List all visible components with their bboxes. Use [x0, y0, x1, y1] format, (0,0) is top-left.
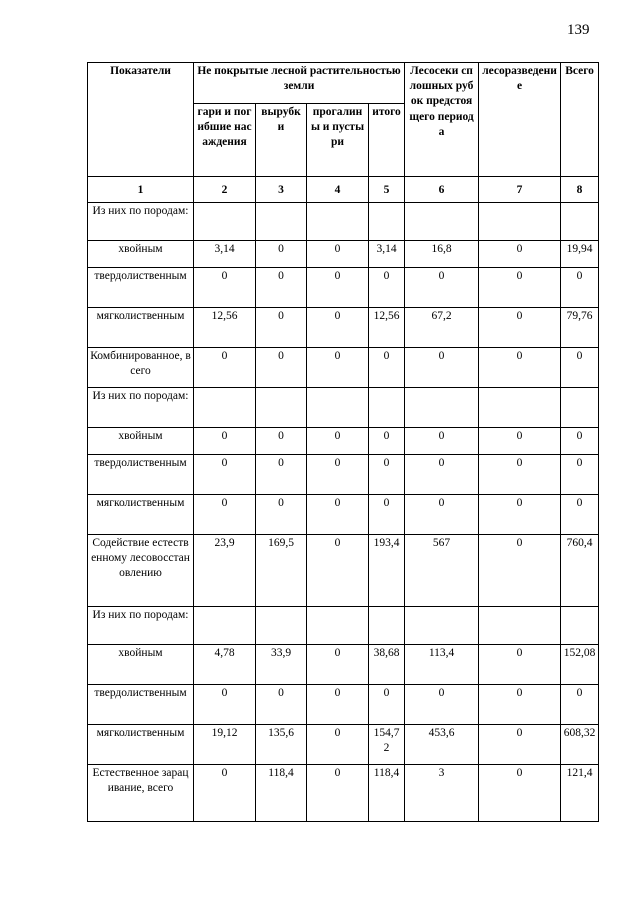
- table-cell: 0: [194, 455, 256, 495]
- table-cell: 0: [307, 725, 369, 765]
- table-cell: 0: [194, 268, 256, 308]
- table-cell: [369, 203, 405, 241]
- table-cell: [405, 388, 479, 428]
- table-cell: [256, 388, 307, 428]
- table-cell: 0: [479, 535, 561, 607]
- column-number: 6: [405, 177, 479, 203]
- table-cell: 152,08: [561, 645, 599, 685]
- table-cell: 0: [307, 765, 369, 822]
- header-indicators: Показатели: [88, 63, 194, 177]
- row-label: Содействие естественному лесовосстановлению: [88, 535, 194, 607]
- table-cell: 0: [405, 685, 479, 725]
- table-cell: 0: [194, 348, 256, 388]
- row-label: мягколиственным: [88, 725, 194, 765]
- table-cell: 0: [194, 765, 256, 822]
- table-row: [88, 607, 599, 645]
- table-cell: 0: [479, 685, 561, 725]
- header-clear-cut-areas: Лесосеки сплошных рубок предстоящего периода: [405, 63, 479, 177]
- table-cell: 0: [561, 495, 599, 535]
- table-cell: 16,8: [405, 241, 479, 268]
- table-cell: 23,9: [194, 535, 256, 607]
- table-cell: 0: [369, 455, 405, 495]
- column-number: 4: [307, 177, 369, 203]
- table-cell: 0: [256, 455, 307, 495]
- table-cell: [405, 203, 479, 241]
- table-row: [88, 645, 599, 685]
- table-cell: 169,5: [256, 535, 307, 607]
- page-number: 139: [567, 22, 590, 38]
- table-cell: 0: [307, 455, 369, 495]
- row-label: твердолиственным: [88, 685, 194, 725]
- table-cell: 3: [405, 765, 479, 822]
- table-cell: 113,4: [405, 645, 479, 685]
- table-cell: 118,4: [256, 765, 307, 822]
- table-cell: 0: [369, 428, 405, 455]
- header-row-main: [88, 63, 599, 104]
- table-row: [88, 241, 599, 268]
- table-cell: 67,2: [405, 308, 479, 348]
- table-cell: 0: [256, 685, 307, 725]
- table-cell: 0: [479, 495, 561, 535]
- table-cell: [561, 388, 599, 428]
- table-cell: 3,14: [194, 241, 256, 268]
- table-cell: 0: [256, 495, 307, 535]
- table-cell: 0: [307, 241, 369, 268]
- table-cell: 33,9: [256, 645, 307, 685]
- table-cell: 79,76: [561, 308, 599, 348]
- table-row: [88, 268, 599, 308]
- table-cell: 0: [405, 455, 479, 495]
- table-cell: 567: [405, 535, 479, 607]
- table-cell: 0: [307, 645, 369, 685]
- table-cell: 0: [307, 685, 369, 725]
- table-cell: 38,68: [369, 645, 405, 685]
- table-row: [88, 348, 599, 388]
- table-row: [88, 495, 599, 535]
- row-label: хвойным: [88, 645, 194, 685]
- table-cell: 0: [479, 645, 561, 685]
- row-label: Из них по породам:: [88, 388, 194, 428]
- table-cell: 3,14: [369, 241, 405, 268]
- table-cell: [405, 607, 479, 645]
- table-cell: 0: [256, 241, 307, 268]
- row-label: твердолиственным: [88, 455, 194, 495]
- table-cell: 0: [561, 268, 599, 308]
- table-cell: [307, 203, 369, 241]
- table-cell: [561, 203, 599, 241]
- table-cell: 4,78: [194, 645, 256, 685]
- row-label: хвойным: [88, 428, 194, 455]
- table-cell: 0: [307, 495, 369, 535]
- table-cell: 0: [369, 495, 405, 535]
- table-cell: 0: [369, 348, 405, 388]
- table-row: [88, 725, 599, 765]
- table-row: [88, 455, 599, 495]
- table-cell: [256, 607, 307, 645]
- row-label: Естественное зарацивание, всего: [88, 765, 194, 822]
- table-cell: 0: [405, 348, 479, 388]
- table-cell: [479, 607, 561, 645]
- table-cell: 0: [479, 428, 561, 455]
- table-row: [88, 765, 599, 822]
- table-cell: 0: [307, 348, 369, 388]
- table-row: [88, 388, 599, 428]
- table-cell: [369, 607, 405, 645]
- table-cell: 0: [479, 308, 561, 348]
- table-cell: 0: [256, 348, 307, 388]
- row-label: твердолиственным: [88, 268, 194, 308]
- table-cell: 19,12: [194, 725, 256, 765]
- header-total: Всего: [561, 63, 599, 177]
- row-label: Из них по породам:: [88, 607, 194, 645]
- table-cell: 12,56: [369, 308, 405, 348]
- header-clearings: вырубки: [256, 104, 307, 177]
- column-number: 5: [369, 177, 405, 203]
- table-cell: [256, 203, 307, 241]
- table-cell: 0: [479, 455, 561, 495]
- table-cell: 19,94: [561, 241, 599, 268]
- table-cell: [194, 203, 256, 241]
- table-cell: 121,4: [561, 765, 599, 822]
- table-cell: 0: [369, 268, 405, 308]
- table-row: [88, 685, 599, 725]
- table-cell: 0: [479, 241, 561, 268]
- table-cell: 0: [561, 685, 599, 725]
- table-cell: 135,6: [256, 725, 307, 765]
- table-cell: 0: [369, 685, 405, 725]
- table-cell: 12,56: [194, 308, 256, 348]
- table-row: [88, 428, 599, 455]
- table-cell: 0: [561, 428, 599, 455]
- table-cell: 760,4: [561, 535, 599, 607]
- table-row: [88, 308, 599, 348]
- table-cell: [194, 388, 256, 428]
- header-glades: прогалины и пустыри: [307, 104, 369, 177]
- table-row: [88, 203, 599, 241]
- table-cell: 608,32: [561, 725, 599, 765]
- table-cell: [307, 388, 369, 428]
- column-number: 7: [479, 177, 561, 203]
- table-cell: 0: [479, 268, 561, 308]
- table-cell: 118,4: [369, 765, 405, 822]
- table-cell: [479, 388, 561, 428]
- table-cell: 154,72: [369, 725, 405, 765]
- table-cell: 0: [307, 428, 369, 455]
- header-burnt: гари и погибшие насаждения: [194, 104, 256, 177]
- header-not-covered-total: итого: [369, 104, 405, 177]
- table-cell: 0: [194, 685, 256, 725]
- table-cell: 0: [479, 348, 561, 388]
- header-afforestation: лесоразведение: [479, 63, 561, 177]
- column-number: 2: [194, 177, 256, 203]
- table-cell: 0: [561, 455, 599, 495]
- table-cell: 0: [307, 268, 369, 308]
- table-cell: 0: [256, 428, 307, 455]
- table-cell: 0: [479, 765, 561, 822]
- table-cell: 0: [307, 308, 369, 348]
- table-cell: [194, 607, 256, 645]
- table-cell: 0: [479, 725, 561, 765]
- table-cell: 0: [256, 268, 307, 308]
- row-label: Из них по породам:: [88, 203, 194, 241]
- row-label: мягколиственным: [88, 308, 194, 348]
- table-cell: 453,6: [405, 725, 479, 765]
- column-number-row: [88, 177, 599, 203]
- table-row: [88, 535, 599, 607]
- table-cell: 0: [405, 495, 479, 535]
- row-label: Комбинированное, всего: [88, 348, 194, 388]
- column-number: 3: [256, 177, 307, 203]
- table-body: [88, 203, 599, 822]
- table-cell: 0: [405, 268, 479, 308]
- header-not-covered: Не покрытые лесной растительностью земли: [194, 63, 405, 104]
- table-cell: [307, 607, 369, 645]
- reforestation-table: [87, 62, 599, 822]
- row-label: хвойным: [88, 241, 194, 268]
- table-cell: [561, 607, 599, 645]
- column-number: 1: [88, 177, 194, 203]
- table-cell: 0: [307, 535, 369, 607]
- table-cell: 0: [194, 495, 256, 535]
- table-cell: 0: [194, 428, 256, 455]
- table-cell: 193,4: [369, 535, 405, 607]
- table-cell: 0: [561, 348, 599, 388]
- table-cell: 0: [256, 308, 307, 348]
- row-label: мягколиственным: [88, 495, 194, 535]
- table-cell: 0: [405, 428, 479, 455]
- column-number: 8: [561, 177, 599, 203]
- table-cell: [369, 388, 405, 428]
- table-cell: [479, 203, 561, 241]
